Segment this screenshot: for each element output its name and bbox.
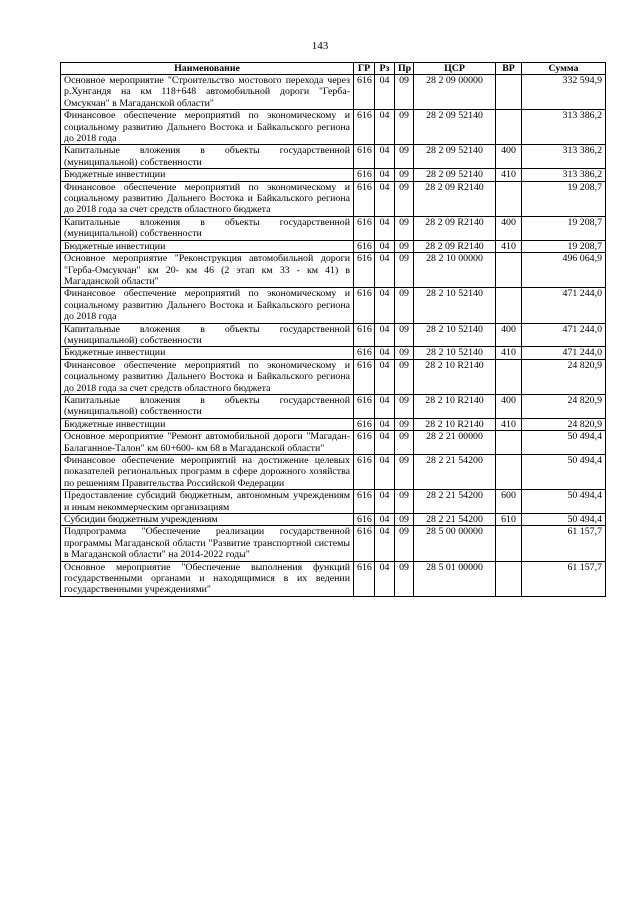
cell-csr: 28 2 09 R2140: [414, 240, 496, 252]
header-pr: Пр: [395, 63, 414, 75]
cell-name: Капитальные вложения в объекты государственной (муниципальной) собственности: [61, 394, 354, 418]
cell-pr: 09: [395, 455, 414, 490]
table-row: [61, 347, 606, 359]
cell-gr: 616: [354, 347, 375, 359]
cell-sum: 50 494,4: [522, 490, 606, 514]
cell-sum: 61 157,7: [522, 561, 606, 596]
cell-vr: [496, 561, 522, 596]
cell-name: Финансовое обеспечение мероприятий по экономическому и социальному развитию Дальнего Востока и Байкальского региона до 2018 года: [61, 110, 354, 145]
cell-pr: 09: [395, 526, 414, 561]
cell-vr: [496, 253, 522, 288]
cell-vr: 410: [496, 347, 522, 359]
table-row: [61, 514, 606, 526]
header-sum: Сумма: [522, 63, 606, 75]
cell-gr: 616: [354, 288, 375, 323]
cell-name: Финансовое обеспечение мероприятий по экономическому и социальному развитию Дальнего Востока и Байкальского региона до 2018 года: [61, 288, 354, 323]
page-number: 143: [311, 40, 329, 52]
cell-rz: 04: [375, 561, 395, 596]
cell-gr: 616: [354, 561, 375, 596]
cell-vr: [496, 526, 522, 561]
cell-pr: 09: [395, 145, 414, 169]
cell-sum: 50 494,4: [522, 431, 606, 455]
cell-pr: 09: [395, 110, 414, 145]
cell-name: Предоставление субсидий бюджетным, автономным учреждениям и иным некоммерческим организациям: [61, 490, 354, 514]
table-row: [61, 75, 606, 110]
cell-name: Капитальные вложения в объекты государственной (муниципальной) собственности: [61, 145, 354, 169]
table-row: [61, 288, 606, 323]
table-row: [61, 394, 606, 418]
cell-gr: 616: [354, 253, 375, 288]
cell-rz: 04: [375, 240, 395, 252]
cell-csr: 28 2 21 54200: [414, 514, 496, 526]
cell-vr: 410: [496, 169, 522, 181]
cell-gr: 616: [354, 359, 375, 394]
cell-name: Бюджетные инвестиции: [61, 169, 354, 181]
cell-pr: 09: [395, 181, 414, 216]
table-row: [61, 253, 606, 288]
cell-pr: 09: [395, 240, 414, 252]
cell-gr: 616: [354, 431, 375, 455]
cell-gr: 616: [354, 490, 375, 514]
cell-vr: [496, 359, 522, 394]
cell-pr: 09: [395, 216, 414, 240]
cell-pr: 09: [395, 253, 414, 288]
cell-rz: 04: [375, 323, 395, 347]
header-name: Наименование: [61, 63, 354, 75]
cell-name: Финансовое обеспечение мероприятий на достижение целевых показателей региональных программ в сфере дорожного хозяйства по решениям Правительства Российской Федерации: [61, 455, 354, 490]
table-row: [61, 490, 606, 514]
cell-name: Основное мероприятие "Строительство мостового перехода через р.Хунгандя на км 118+648 автомобильной дороги "Герба-Омсукчан" в Магаданской области": [61, 75, 354, 110]
cell-vr: [496, 110, 522, 145]
cell-rz: 04: [375, 514, 395, 526]
cell-sum: 313 386,2: [522, 169, 606, 181]
cell-rz: 04: [375, 347, 395, 359]
cell-vr: 410: [496, 418, 522, 430]
cell-name: Основное мероприятие "Обеспечение выполнения функций государственными органами и находящимися в их ведении государственными учреждениями": [61, 561, 354, 596]
cell-rz: 04: [375, 75, 395, 110]
cell-name: Бюджетные инвестиции: [61, 240, 354, 252]
cell-pr: 09: [395, 359, 414, 394]
cell-rz: 04: [375, 490, 395, 514]
cell-gr: 616: [354, 455, 375, 490]
cell-gr: 616: [354, 75, 375, 110]
cell-gr: 616: [354, 181, 375, 216]
table-row: [61, 526, 606, 561]
table-row: [61, 323, 606, 347]
cell-sum: 24 820,9: [522, 418, 606, 430]
cell-csr: 28 5 01 00000: [414, 561, 496, 596]
cell-rz: 04: [375, 169, 395, 181]
cell-gr: 616: [354, 323, 375, 347]
table-row: [61, 561, 606, 596]
cell-rz: 04: [375, 288, 395, 323]
cell-sum: 19 208,7: [522, 216, 606, 240]
cell-gr: 616: [354, 394, 375, 418]
cell-csr: 28 2 21 54200: [414, 455, 496, 490]
cell-name: Основное мероприятие "Ремонт автомобильной дороги "Магадан-Балаганное-Талон" км 60+600- км 68 в Магаданской области": [61, 431, 354, 455]
cell-sum: 471 244,0: [522, 288, 606, 323]
cell-rz: 04: [375, 394, 395, 418]
cell-name: Финансовое обеспечение мероприятий по экономическому и социальному развитию Дальнего Востока и Байкальского региона до 2018 года за счет средств областного бюджета: [61, 181, 354, 216]
cell-gr: 616: [354, 110, 375, 145]
table-row: [61, 169, 606, 181]
cell-pr: 09: [395, 490, 414, 514]
cell-csr: 28 2 21 00000: [414, 431, 496, 455]
cell-sum: 332 594,9: [522, 75, 606, 110]
cell-vr: [496, 455, 522, 490]
cell-gr: 616: [354, 418, 375, 430]
cell-vr: [496, 431, 522, 455]
cell-rz: 04: [375, 526, 395, 561]
cell-rz: 04: [375, 359, 395, 394]
cell-vr: [496, 75, 522, 110]
cell-gr: 616: [354, 514, 375, 526]
cell-sum: 19 208,7: [522, 240, 606, 252]
cell-csr: 28 2 09 R2140: [414, 216, 496, 240]
cell-pr: 09: [395, 561, 414, 596]
cell-gr: 616: [354, 526, 375, 561]
cell-sum: 24 820,9: [522, 394, 606, 418]
cell-csr: 28 2 10 00000: [414, 253, 496, 288]
cell-pr: 09: [395, 418, 414, 430]
cell-gr: 616: [354, 216, 375, 240]
cell-sum: 313 386,2: [522, 110, 606, 145]
table-row: [61, 181, 606, 216]
cell-sum: 471 244,0: [522, 347, 606, 359]
table-row: [61, 240, 606, 252]
cell-name: Субсидии бюджетным учреждениям: [61, 514, 354, 526]
cell-vr: [496, 181, 522, 216]
cell-csr: 28 2 09 52140: [414, 169, 496, 181]
cell-vr: 400: [496, 145, 522, 169]
cell-csr: 28 2 09 52140: [414, 110, 496, 145]
cell-name: Основное мероприятие "Реконструкция автомобильной дороги "Герба-Омсукчан" км 20- км 46 (2 этап км 33 - км 41) в Магаданской области": [61, 253, 354, 288]
cell-csr: 28 2 09 00000: [414, 75, 496, 110]
table-row: [61, 418, 606, 430]
cell-pr: 09: [395, 431, 414, 455]
cell-csr: 28 2 10 52140: [414, 347, 496, 359]
table-row: [61, 359, 606, 394]
cell-csr: 28 5 00 00000: [414, 526, 496, 561]
cell-name: Подпрограмма "Обеспечение реализации государственной программы Магаданской области "Развитие транспортной системы в Магаданской области" на 2014-2022 годы": [61, 526, 354, 561]
cell-csr: 28 2 10 R2140: [414, 394, 496, 418]
cell-sum: 496 064,9: [522, 253, 606, 288]
table-row: [61, 216, 606, 240]
table-row: [61, 431, 606, 455]
header-rz: Рз: [375, 63, 395, 75]
cell-sum: 313 386,2: [522, 145, 606, 169]
table-body: [61, 75, 606, 597]
cell-gr: 616: [354, 240, 375, 252]
cell-gr: 616: [354, 169, 375, 181]
cell-vr: 600: [496, 490, 522, 514]
cell-pr: 09: [395, 75, 414, 110]
cell-sum: 50 494,4: [522, 455, 606, 490]
cell-csr: 28 2 10 52140: [414, 288, 496, 323]
cell-csr: 28 2 09 52140: [414, 145, 496, 169]
cell-csr: 28 2 10 52140: [414, 323, 496, 347]
cell-name: Капитальные вложения в объекты государственной (муниципальной) собственности: [61, 216, 354, 240]
cell-name: Финансовое обеспечение мероприятий по экономическому и социальному развитию Дальнего Востока и Байкальского региона до 2018 года за счет средств областного бюджета: [61, 359, 354, 394]
cell-csr: 28 2 21 54200: [414, 490, 496, 514]
cell-vr: 400: [496, 323, 522, 347]
cell-rz: 04: [375, 110, 395, 145]
cell-vr: [496, 288, 522, 323]
cell-csr: 28 2 10 R2140: [414, 359, 496, 394]
cell-rz: 04: [375, 253, 395, 288]
cell-vr: 400: [496, 216, 522, 240]
cell-rz: 04: [375, 455, 395, 490]
header-gr: ГР: [354, 63, 375, 75]
cell-name: Капитальные вложения в объекты государственной (муниципальной) собственности: [61, 323, 354, 347]
cell-name: Бюджетные инвестиции: [61, 418, 354, 430]
cell-rz: 04: [375, 181, 395, 216]
cell-rz: 04: [375, 145, 395, 169]
table-row: [61, 145, 606, 169]
cell-vr: 400: [496, 394, 522, 418]
table-row: [61, 110, 606, 145]
header-csr: ЦСР: [414, 63, 496, 75]
cell-sum: 61 157,7: [522, 526, 606, 561]
cell-csr: 28 2 10 R2140: [414, 418, 496, 430]
cell-sum: 24 820,9: [522, 359, 606, 394]
cell-rz: 04: [375, 418, 395, 430]
cell-name: Бюджетные инвестиции: [61, 347, 354, 359]
header-vr: ВР: [496, 63, 522, 75]
cell-sum: 19 208,7: [522, 181, 606, 216]
cell-rz: 04: [375, 431, 395, 455]
cell-pr: 09: [395, 394, 414, 418]
cell-vr: 610: [496, 514, 522, 526]
cell-sum: 50 494,4: [522, 514, 606, 526]
cell-vr: 410: [496, 240, 522, 252]
cell-pr: 09: [395, 323, 414, 347]
cell-gr: 616: [354, 145, 375, 169]
cell-sum: 471 244,0: [522, 323, 606, 347]
cell-csr: 28 2 09 R2140: [414, 181, 496, 216]
cell-pr: 09: [395, 347, 414, 359]
table-row: [61, 455, 606, 490]
cell-pr: 09: [395, 288, 414, 323]
cell-rz: 04: [375, 216, 395, 240]
table-header: [61, 63, 606, 75]
cell-pr: 09: [395, 169, 414, 181]
cell-pr: 09: [395, 514, 414, 526]
budget-table: [60, 62, 606, 597]
